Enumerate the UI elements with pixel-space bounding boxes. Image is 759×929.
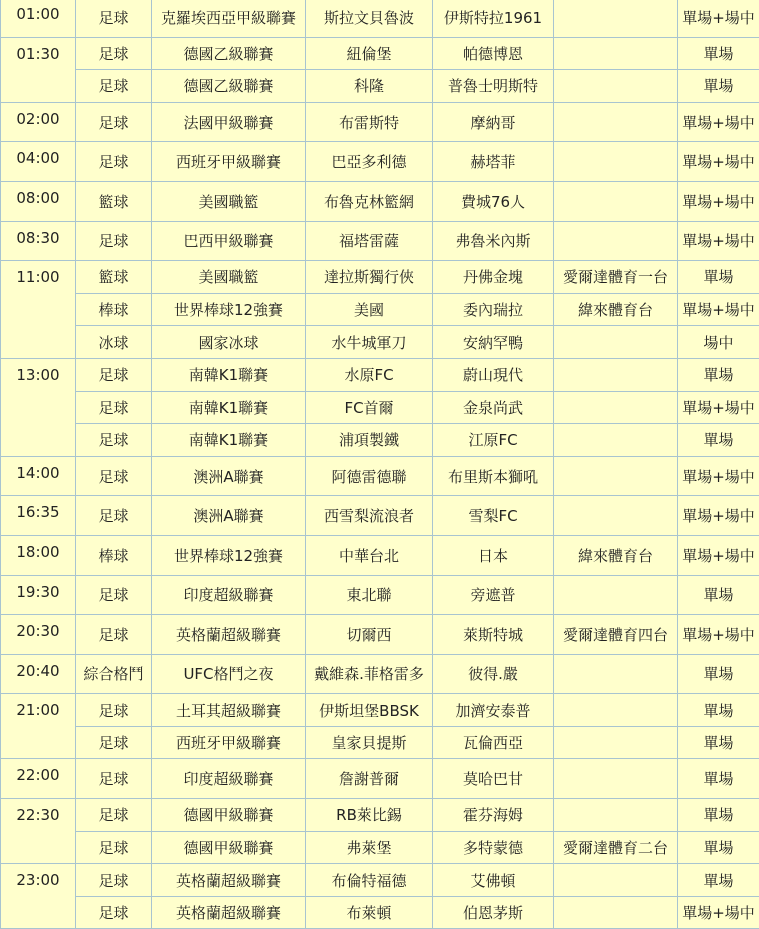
bet-type-cell: 單場 — [678, 37, 759, 70]
league-cell: 澳洲A聯賽 — [152, 496, 306, 536]
away-team-cell: 伯恩茅斯 — [433, 896, 554, 929]
time-cell: 21:00 — [1, 694, 76, 759]
table-row — [1, 799, 759, 832]
away-team-cell: 多特蒙德 — [433, 831, 554, 864]
away-team-cell: 丹佛金塊 — [433, 261, 554, 294]
bet-type-cell: 單場+場中 — [678, 0, 759, 37]
tv-channel-cell: 緯來體育台 — [554, 293, 678, 326]
league-cell: UFC格鬥之夜 — [152, 654, 306, 694]
away-team-cell: 帕德博恩 — [433, 37, 554, 70]
table-row — [1, 37, 759, 70]
home-team-cell: 巴亞多利德 — [306, 142, 433, 182]
bet-type-cell: 單場 — [678, 799, 759, 832]
away-team-cell: 雪梨FC — [433, 496, 554, 536]
league-cell: 國家冰球 — [152, 326, 306, 359]
league-cell: 世界棒球12強賽 — [152, 535, 306, 575]
home-team-cell: 戴維森.菲格雷多 — [306, 654, 433, 694]
home-team-cell: 紐倫堡 — [306, 37, 433, 70]
sport-cell: 足球 — [76, 70, 152, 103]
away-team-cell: 彼得.嚴 — [433, 654, 554, 694]
table-row — [1, 181, 759, 221]
away-team-cell: 蔚山現代 — [433, 358, 554, 391]
time-cell: 20:40 — [1, 654, 76, 694]
schedule-body — [1, 0, 759, 929]
away-team-cell: 旁遮普 — [433, 575, 554, 615]
table-row — [1, 456, 759, 496]
home-team-cell: 中華台北 — [306, 535, 433, 575]
time-cell: 18:00 — [1, 535, 76, 575]
time-cell: 22:30 — [1, 799, 76, 864]
tv-channel-cell — [554, 799, 678, 832]
table-row — [1, 221, 759, 261]
sport-cell: 足球 — [76, 424, 152, 457]
tv-channel-cell — [554, 575, 678, 615]
sport-cell: 足球 — [76, 615, 152, 655]
sport-cell: 足球 — [76, 726, 152, 759]
bet-type-cell: 單場+場中 — [678, 181, 759, 221]
time-cell: 02:00 — [1, 102, 76, 142]
bet-type-cell: 場中 — [678, 326, 759, 359]
table-row — [1, 654, 759, 694]
tv-channel-cell — [554, 456, 678, 496]
bet-type-cell: 單場+場中 — [678, 102, 759, 142]
sport-cell: 足球 — [76, 896, 152, 929]
sport-cell: 足球 — [76, 575, 152, 615]
tv-channel-cell — [554, 326, 678, 359]
tv-channel-cell: 愛爾達體育一台 — [554, 261, 678, 294]
time-cell: 19:30 — [1, 575, 76, 615]
tv-channel-cell — [554, 102, 678, 142]
table-row — [1, 261, 759, 294]
home-team-cell: 西雪梨流浪者 — [306, 496, 433, 536]
home-team-cell: 達拉斯獨行俠 — [306, 261, 433, 294]
away-team-cell: 莫哈巴甘 — [433, 759, 554, 799]
table-row — [1, 326, 759, 359]
away-team-cell: 費城76人 — [433, 181, 554, 221]
away-team-cell: 安納罕鴨 — [433, 326, 554, 359]
home-team-cell: FC首爾 — [306, 391, 433, 424]
away-team-cell: 赫塔菲 — [433, 142, 554, 182]
tv-channel-cell — [554, 864, 678, 897]
tv-channel-cell — [554, 726, 678, 759]
tv-channel-cell — [554, 391, 678, 424]
bet-type-cell: 單場+場中 — [678, 142, 759, 182]
away-team-cell: 艾佛頓 — [433, 864, 554, 897]
home-team-cell: 皇家貝提斯 — [306, 726, 433, 759]
sport-cell: 足球 — [76, 37, 152, 70]
bet-type-cell: 單場 — [678, 864, 759, 897]
bet-type-cell: 單場 — [678, 261, 759, 294]
table-row — [1, 864, 759, 897]
bet-type-cell: 單場 — [678, 654, 759, 694]
sport-cell: 足球 — [76, 0, 152, 37]
away-team-cell: 委內瑞拉 — [433, 293, 554, 326]
away-team-cell: 金泉尚武 — [433, 391, 554, 424]
home-team-cell: 弗萊堡 — [306, 831, 433, 864]
table-row — [1, 759, 759, 799]
time-cell: 11:00 — [1, 261, 76, 359]
away-team-cell: 瓦倫西亞 — [433, 726, 554, 759]
tv-channel-cell — [554, 221, 678, 261]
home-team-cell: 斯拉文貝魯波 — [306, 0, 433, 37]
sport-cell: 足球 — [76, 864, 152, 897]
league-cell: 印度超級聯賽 — [152, 575, 306, 615]
bet-type-cell: 單場 — [678, 694, 759, 727]
table-row — [1, 896, 759, 929]
table-row — [1, 496, 759, 536]
league-cell: 巴西甲級聯賽 — [152, 221, 306, 261]
time-cell: 14:00 — [1, 456, 76, 496]
league-cell: 西班牙甲級聯賽 — [152, 726, 306, 759]
sport-cell: 足球 — [76, 221, 152, 261]
league-cell: 英格蘭超級聯賽 — [152, 864, 306, 897]
tv-channel-cell — [554, 424, 678, 457]
table-row — [1, 102, 759, 142]
sport-cell: 棒球 — [76, 293, 152, 326]
time-cell: 13:00 — [1, 358, 76, 456]
sport-cell: 足球 — [76, 358, 152, 391]
tv-channel-cell — [554, 358, 678, 391]
home-team-cell: 伊斯坦堡BBSK — [306, 694, 433, 727]
league-cell: 美國職籃 — [152, 261, 306, 294]
sport-cell: 足球 — [76, 391, 152, 424]
away-team-cell: 日本 — [433, 535, 554, 575]
sport-cell: 足球 — [76, 831, 152, 864]
home-team-cell: 美國 — [306, 293, 433, 326]
tv-channel-cell — [554, 0, 678, 37]
tv-channel-cell — [554, 181, 678, 221]
time-cell: 16:35 — [1, 496, 76, 536]
table-row — [1, 293, 759, 326]
tv-channel-cell — [554, 142, 678, 182]
sport-cell: 籃球 — [76, 261, 152, 294]
bet-type-cell: 單場+場中 — [678, 456, 759, 496]
tv-channel-cell — [554, 759, 678, 799]
table-row — [1, 358, 759, 391]
sport-cell: 足球 — [76, 142, 152, 182]
tv-channel-cell: 愛爾達體育二台 — [554, 831, 678, 864]
home-team-cell: 布雷斯特 — [306, 102, 433, 142]
table-row — [1, 615, 759, 655]
bet-type-cell: 單場 — [678, 424, 759, 457]
time-cell: 08:30 — [1, 221, 76, 261]
league-cell: 德國乙級聯賽 — [152, 70, 306, 103]
home-team-cell: 布倫特福德 — [306, 864, 433, 897]
away-team-cell: 霍芬海姆 — [433, 799, 554, 832]
away-team-cell: 江原FC — [433, 424, 554, 457]
bet-type-cell: 單場+場中 — [678, 496, 759, 536]
league-cell: 法國甲級聯賽 — [152, 102, 306, 142]
table-row — [1, 726, 759, 759]
time-cell: 08:00 — [1, 181, 76, 221]
sport-cell: 足球 — [76, 496, 152, 536]
table-row — [1, 575, 759, 615]
time-cell: 01:00 — [1, 0, 76, 37]
tv-channel-cell: 愛爾達體育四台 — [554, 615, 678, 655]
sport-cell: 足球 — [76, 102, 152, 142]
bet-type-cell: 單場 — [678, 70, 759, 103]
sport-cell: 冰球 — [76, 326, 152, 359]
bet-type-cell: 單場+場中 — [678, 221, 759, 261]
tv-channel-cell: 緯來體育台 — [554, 535, 678, 575]
bet-type-cell: 單場 — [678, 726, 759, 759]
table-row — [1, 535, 759, 575]
league-cell: 土耳其超級聯賽 — [152, 694, 306, 727]
table-row — [1, 0, 759, 37]
tv-channel-cell — [554, 37, 678, 70]
bet-type-cell: 單場 — [678, 831, 759, 864]
table-row — [1, 424, 759, 457]
away-team-cell: 弗魯米內斯 — [433, 221, 554, 261]
away-team-cell: 普魯士明斯特 — [433, 70, 554, 103]
home-team-cell: 東北聯 — [306, 575, 433, 615]
league-cell: 澳洲A聯賽 — [152, 456, 306, 496]
league-cell: 世界棒球12強賽 — [152, 293, 306, 326]
home-team-cell: 科隆 — [306, 70, 433, 103]
bet-type-cell: 單場 — [678, 759, 759, 799]
sport-cell: 綜合格鬥 — [76, 654, 152, 694]
bet-type-cell: 單場 — [678, 575, 759, 615]
home-team-cell: 福塔雷薩 — [306, 221, 433, 261]
league-cell: 英格蘭超級聯賽 — [152, 615, 306, 655]
league-cell: 南韓K1聯賽 — [152, 424, 306, 457]
tv-channel-cell — [554, 70, 678, 103]
sport-cell: 籃球 — [76, 181, 152, 221]
time-cell: 20:30 — [1, 615, 76, 655]
time-cell: 22:00 — [1, 759, 76, 799]
away-team-cell: 萊斯特城 — [433, 615, 554, 655]
table-row — [1, 142, 759, 182]
league-cell: 南韓K1聯賽 — [152, 391, 306, 424]
time-cell: 01:30 — [1, 37, 76, 102]
tv-channel-cell — [554, 896, 678, 929]
league-cell: 克羅埃西亞甲級聯賽 — [152, 0, 306, 37]
away-team-cell: 布里斯本獅吼 — [433, 456, 554, 496]
table-row — [1, 694, 759, 727]
bet-type-cell: 單場+場中 — [678, 535, 759, 575]
sport-cell: 棒球 — [76, 535, 152, 575]
bet-type-cell: 單場+場中 — [678, 896, 759, 929]
home-team-cell: 詹謝普爾 — [306, 759, 433, 799]
bet-type-cell: 單場+場中 — [678, 615, 759, 655]
league-cell: 德國甲級聯賽 — [152, 799, 306, 832]
table-row — [1, 391, 759, 424]
home-team-cell: 水原FC — [306, 358, 433, 391]
home-team-cell: 切爾西 — [306, 615, 433, 655]
home-team-cell: 浦項製鐵 — [306, 424, 433, 457]
table-row — [1, 70, 759, 103]
bet-type-cell: 單場 — [678, 358, 759, 391]
away-team-cell: 加濟安泰普 — [433, 694, 554, 727]
table-row — [1, 831, 759, 864]
away-team-cell: 摩納哥 — [433, 102, 554, 142]
league-cell: 南韓K1聯賽 — [152, 358, 306, 391]
bet-type-cell: 單場+場中 — [678, 391, 759, 424]
league-cell: 印度超級聯賽 — [152, 759, 306, 799]
away-team-cell: 伊斯特拉1961 — [433, 0, 554, 37]
bet-type-cell: 單場+場中 — [678, 293, 759, 326]
home-team-cell: 水牛城軍刀 — [306, 326, 433, 359]
league-cell: 德國甲級聯賽 — [152, 831, 306, 864]
home-team-cell: 阿德雷德聯 — [306, 456, 433, 496]
league-cell: 英格蘭超級聯賽 — [152, 896, 306, 929]
sport-cell: 足球 — [76, 759, 152, 799]
tv-channel-cell — [554, 496, 678, 536]
sport-cell: 足球 — [76, 799, 152, 832]
tv-channel-cell — [554, 694, 678, 727]
home-team-cell: RB萊比錫 — [306, 799, 433, 832]
sport-cell: 足球 — [76, 456, 152, 496]
home-team-cell: 布魯克林籃網 — [306, 181, 433, 221]
league-cell: 美國職籃 — [152, 181, 306, 221]
tv-channel-cell — [554, 654, 678, 694]
time-cell: 04:00 — [1, 142, 76, 182]
home-team-cell: 布萊頓 — [306, 896, 433, 929]
time-cell: 23:00 — [1, 864, 76, 929]
sport-cell: 足球 — [76, 694, 152, 727]
league-cell: 西班牙甲級聯賽 — [152, 142, 306, 182]
league-cell: 德國乙級聯賽 — [152, 37, 306, 70]
